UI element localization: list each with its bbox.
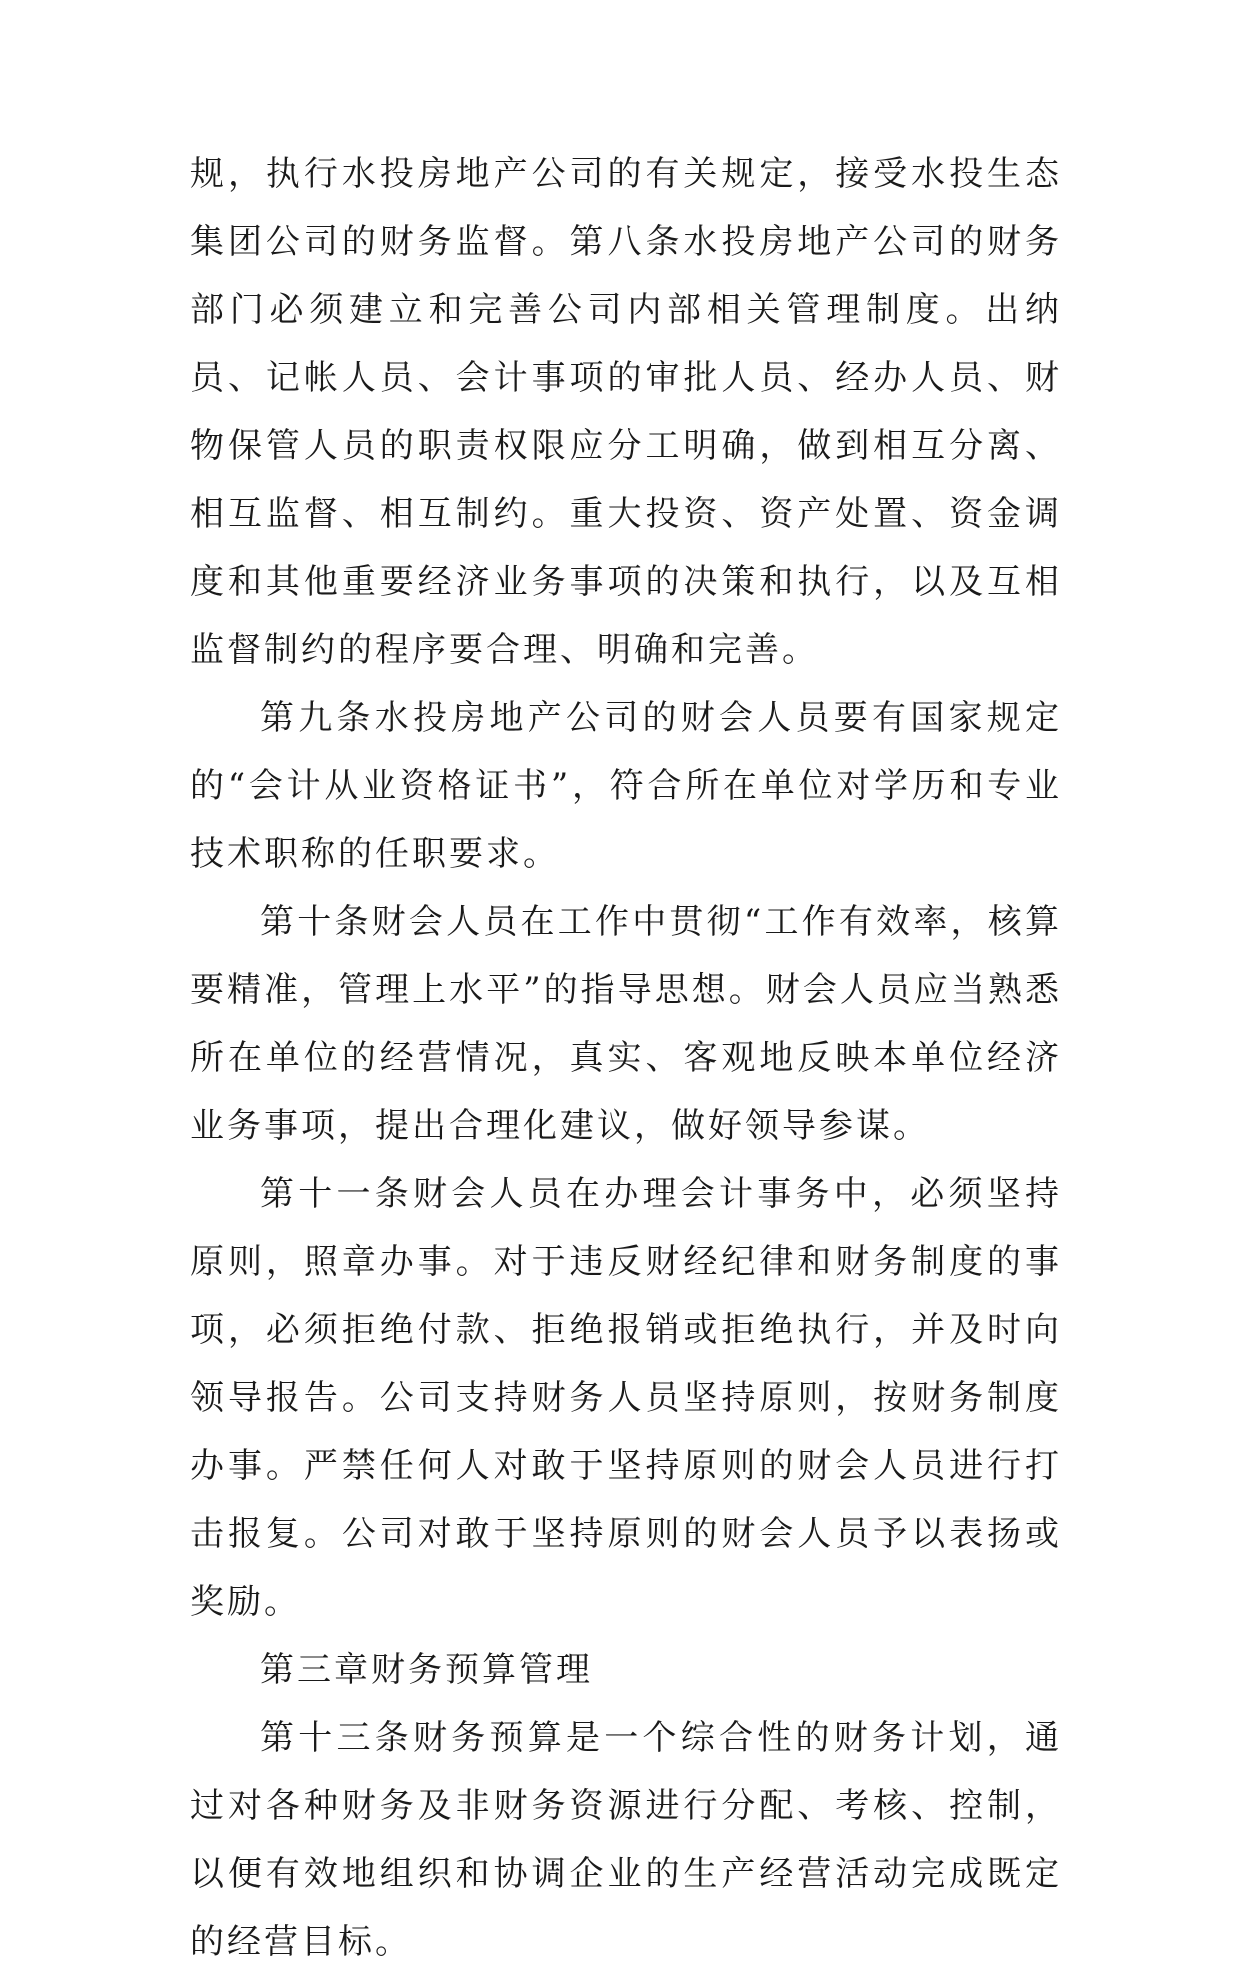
chapter-heading: 第三章财务预算管理 <box>260 1650 593 1690</box>
paragraph-article-9: 第九条水投房地产公司的财会人员要有国家规定的“会计从业资格证书”，符合所在单位对学历和专业技术职称的任职要求。 <box>190 698 1062 874</box>
paragraph-continued-article-8: 规，执行水投房地产公司的有关规定，接受水投生态集团公司的财务监督。第八条水投房地产公司的财务部门必须建立和完善公司内部相关管理制度。出纳员、记帐人员、会计事项的审批人员、经办人员、财物保管人员的职责权限应分工明确，做到相互分离、相互监督、相互制约。重大投资、资产处置、资金调度和其他重要经济业务事项的决策和执行，以及互相监督制约的程序要合理、明确和完善。 <box>190 154 1062 670</box>
paragraph-article-10: 第十条财会人员在工作中贯彻“工作有效率，核算要精准，管理上水平”的指导思想。财会人员应当熟悉所在单位的经营情况，真实、客观地反映本单位经济业务事项，提出合理化建议，做好领导参谋。 <box>190 902 1062 1146</box>
paragraph-article-13: 第十三条财务预算是一个综合性的财务计划，通过对各种财务及非财务资源进行分配、考核、控制，以便有效地组织和协调企业的生产经营活动完成既定的经营目标。 <box>190 1718 1062 1962</box>
document-page <box>190 140 1062 1976</box>
paragraph-article-11: 第十一条财会人员在办理会计事务中，必须坚持原则，照章办事。对于违反财经纪律和财务制度的事项，必须拒绝付款、拒绝报销或拒绝执行，并及时向领导报告。公司支持财务人员坚持原则，按财务制度办事。严禁任何人对敢于坚持原则的财会人员进行打击报复。公司对敢于坚持原则的财会人员予以表扬或奖励。 <box>190 1174 1062 1622</box>
